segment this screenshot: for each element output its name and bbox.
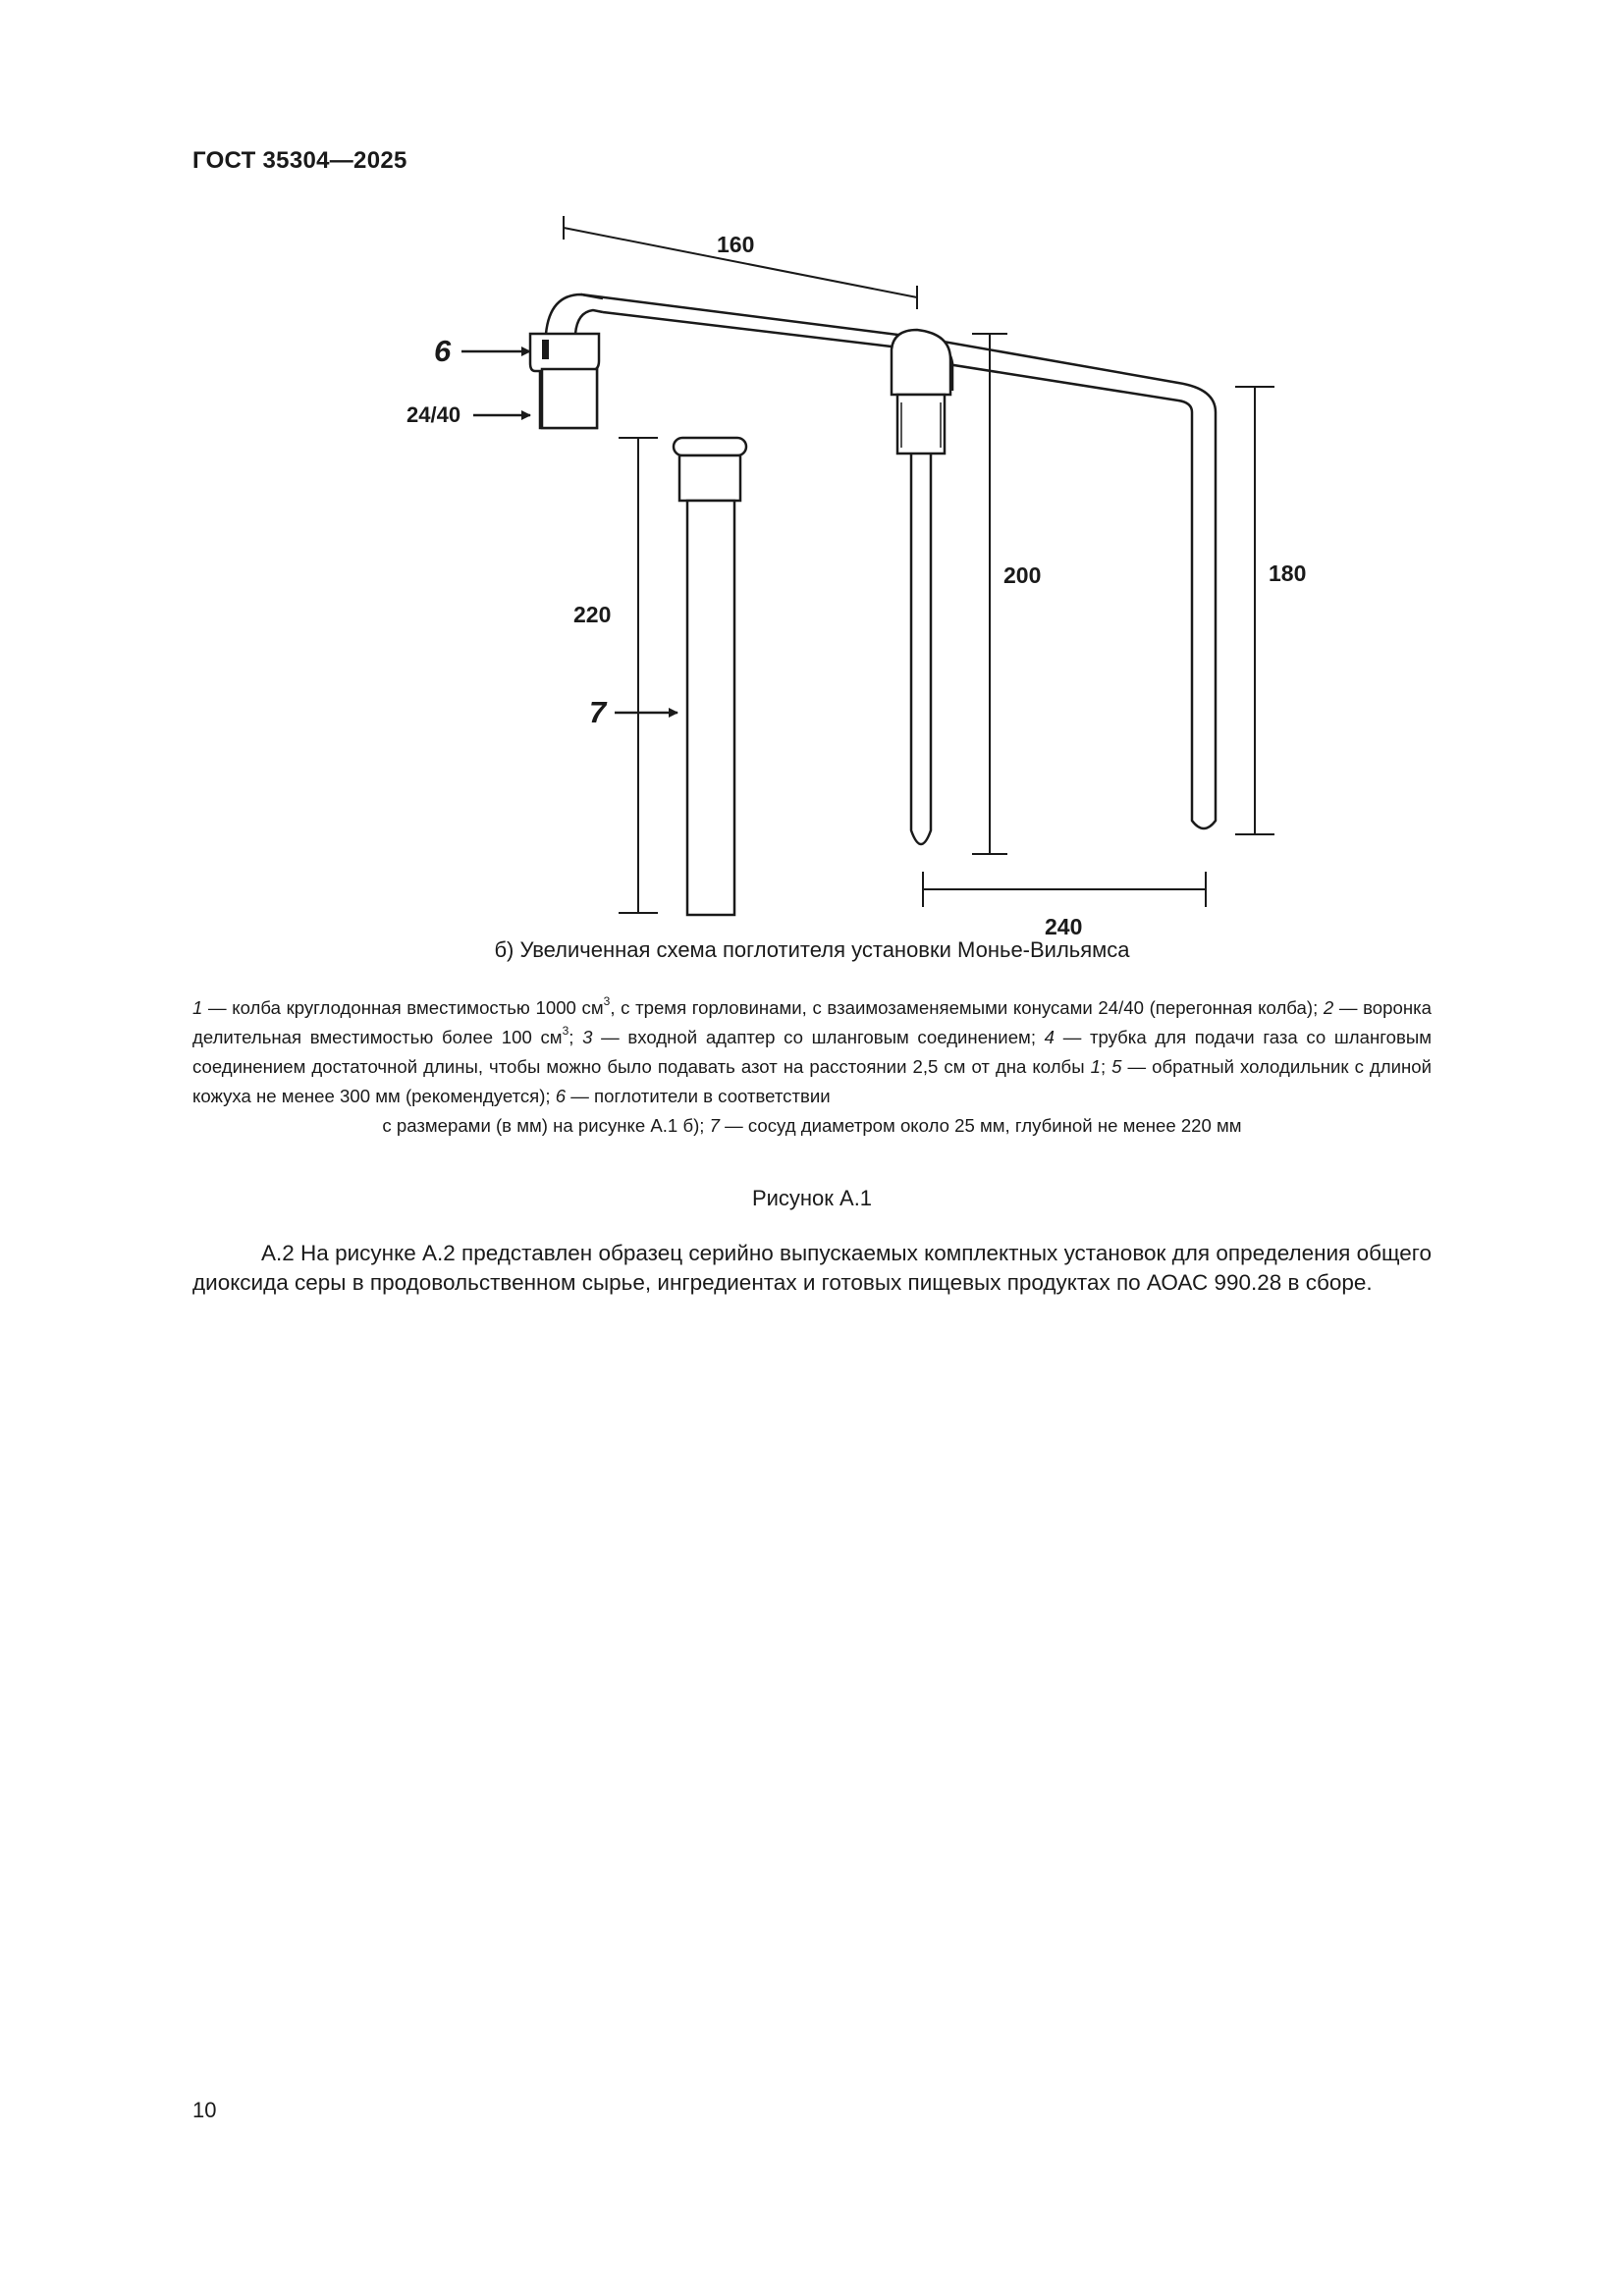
legend-text: ; — [1100, 1056, 1112, 1077]
middle-absorber — [892, 330, 950, 844]
ground-joint — [542, 369, 597, 428]
dim-label-160: 160 — [717, 232, 755, 257]
legend-text: — входной адаптер со шланговым соединением; — [592, 1027, 1045, 1047]
legend-num-3: 3 — [582, 1027, 593, 1047]
legend-text: — поглотители в соответствии — [566, 1086, 831, 1106]
dim-label-220: 220 — [573, 602, 612, 627]
dimension-240 — [923, 872, 1206, 907]
legend-num-6: 6 — [555, 1086, 567, 1106]
dimension-200 — [972, 334, 1007, 854]
dim-label-240: 240 — [1045, 914, 1083, 939]
page-number: 10 — [192, 2098, 217, 2122]
legend-text: , с тремя горловинами, с взаимозаменяемыми конусами 24/40 (перегонная колба); — [610, 997, 1324, 1018]
legend-text: с размерами (в мм) на рисунке А.1 б); — [382, 1115, 710, 1136]
legend-text: — колба круглодонная вместимостью 1000 см — [202, 997, 604, 1018]
legend-text: — трубка для подачи газа со шланговым соединением достаточной длины, чтобы можно было подавать азот на расстоянии 2,5 см от дна колбы — [192, 1027, 1433, 1077]
callout-6: 6 — [434, 334, 452, 368]
legend-sup: 3 — [562, 1023, 569, 1038]
legend-text: — сосуд диаметром около 25 мм, глубиной не менее 220 мм — [719, 1115, 1242, 1136]
callout-24-40: 24/40 — [406, 402, 461, 427]
vessel — [674, 438, 746, 915]
legend-num-7: 7 — [709, 1115, 720, 1136]
absorber-diagram — [0, 0, 1624, 942]
legend-num-1b: 1 — [1090, 1056, 1101, 1077]
paragraph-text: А.2 На рисунке А.2 представлен образец серийно выпускаемых комплектных установок для определения общего диоксида серы в продовольственном сырье, ингредиентах и готовых пищевых продуктах по АОАС 990.28 в сборе. — [192, 1241, 1432, 1295]
legend-text: ; — [568, 1027, 583, 1047]
legend-num-4: 4 — [1044, 1027, 1056, 1047]
dimension-160 — [564, 216, 917, 309]
document-header: ГОСТ 35304—2025 — [192, 147, 407, 174]
dimension-180 — [1235, 387, 1274, 834]
legend-sup: 3 — [603, 993, 611, 1008]
legend-num-5: 5 — [1111, 1056, 1122, 1077]
figure-title: Рисунок А.1 — [751, 1186, 873, 1210]
body-paragraph — [192, 1239, 1432, 1298]
legend-num-2: 2 — [1323, 997, 1334, 1018]
dimension-220 — [619, 438, 658, 913]
figure-subcaption: б) Увеличенная схема поглотителя установки Монье-Вильямса — [494, 937, 1130, 962]
dim-label-200: 200 — [1003, 562, 1042, 588]
dim-label-180: 180 — [1269, 561, 1307, 586]
figure-legend — [192, 993, 1432, 1141]
legend-text: — обратный холодильник с длиной кожуха не менее 300 мм (рекомендуется); — [192, 1056, 1432, 1106]
legend-text: — воронка делительная вместимостью более 100 см — [192, 997, 1432, 1047]
legend-num-1: 1 — [192, 997, 203, 1018]
callout-7: 7 — [589, 695, 607, 729]
